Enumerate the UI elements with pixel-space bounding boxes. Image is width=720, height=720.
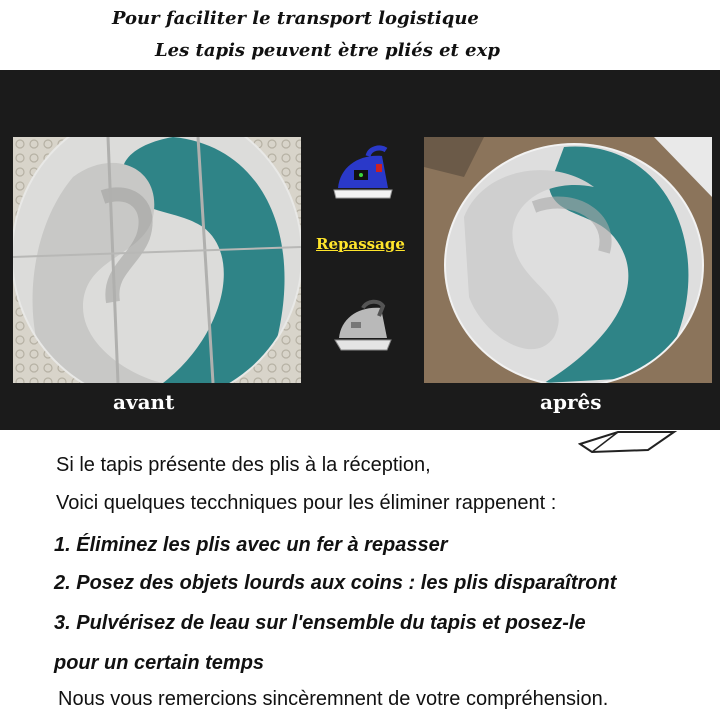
intro-line-1: Si le tapis présente des plis à la réception, xyxy=(56,454,431,476)
ironing-label: Repassage xyxy=(316,235,405,253)
step-2: 2. Posez des objets lourds aux coins : les plis disparaîtront xyxy=(54,572,617,594)
before-label: avant xyxy=(113,390,175,414)
closing-line: Nous vous remercions sincèremnent de votre compréhension. xyxy=(58,688,609,710)
after-label: aprês xyxy=(540,390,602,414)
step-3: 3. Pulvérisez de leau sur l'ensemble du tapis et posez-le xyxy=(54,612,586,634)
after-rug-photo xyxy=(424,137,712,383)
comparison-panel xyxy=(0,70,720,430)
header-line-1: Pour faciliter le transport logistique xyxy=(112,8,479,29)
iron-icon xyxy=(330,144,396,211)
step-3-continued: pour un certain temps xyxy=(54,652,265,674)
before-rug-photo xyxy=(13,137,301,383)
folded-box-illustration xyxy=(578,430,678,459)
step-1: 1. Éliminez les plis avec un fer à repasser xyxy=(54,534,448,556)
header-line-2: Les tapis peuvent ètre pliés et exp xyxy=(155,40,500,61)
intro-line-2: Voici quelques tecchniques pour les éliminer rappenent : xyxy=(56,492,557,514)
iron-icon xyxy=(333,298,393,361)
